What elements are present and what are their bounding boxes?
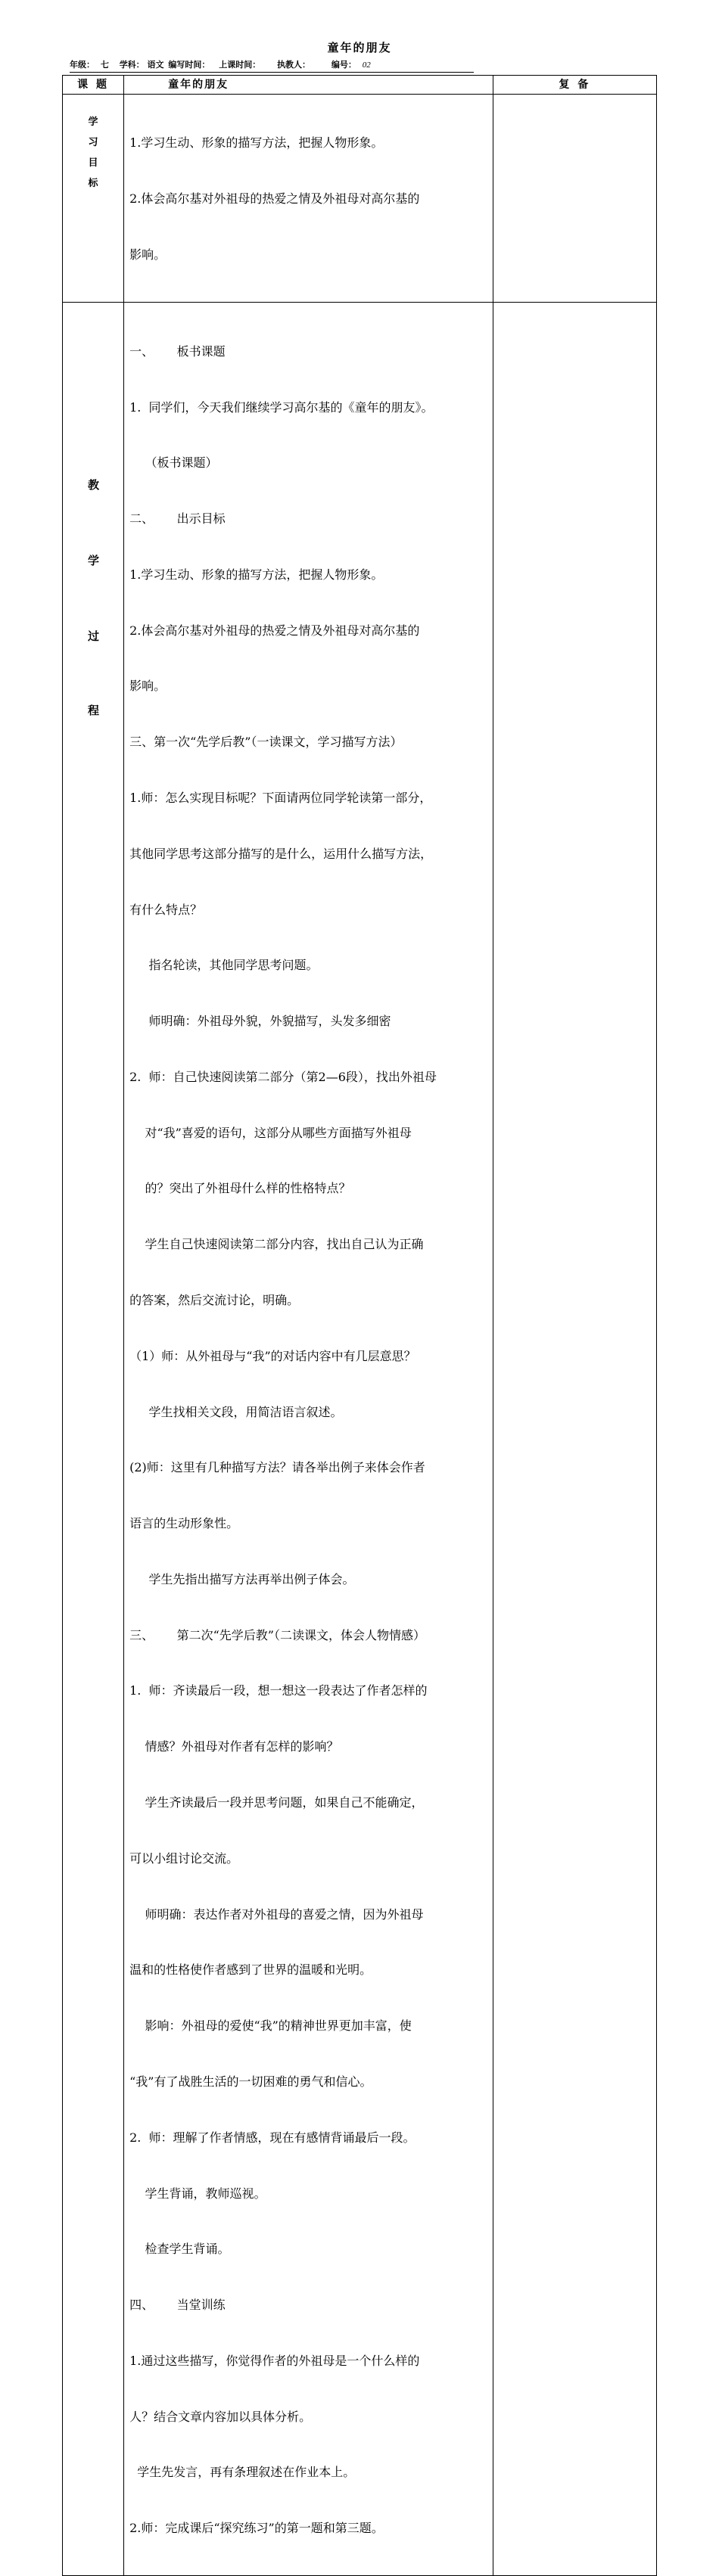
process-line: （板书课题） [129,455,218,471]
table-header-row [63,76,657,95]
goals-line: 1.学习生动、形象的描写方法，把握人物形象。 [129,135,384,151]
goals-line: 影响。 [129,247,167,262]
process-row [63,302,657,2575]
goals-label-cell [63,95,124,303]
goals-content-cell [124,95,493,303]
process-line: 师明确：表达作者对外祖母的喜爱之情，因为外祖母 [129,1906,424,1922]
document-title: 童年的朋友 [327,41,392,54]
process-line: 学生找相关文段，用简洁语言叙述。 [129,1404,343,1419]
review-label-cell: 复 备 [493,76,656,95]
process-line: 影响。 [129,679,167,694]
process-line: 1.师：怎么实现目标呢？下面请两位同学轮读第一部分， [129,790,432,805]
subject-value: 语文 [147,60,164,70]
process-line: 其他同学思考这部分描写的是什么，运用什么描写方法， [129,846,433,861]
process-label-char: 教 [87,477,99,492]
number-value: 02 [362,61,371,70]
class-time-label: 上课时间： [219,60,261,70]
goals-label-char: 习 [88,137,98,148]
grade-label: 年级： [70,60,95,70]
document-meta-line [70,60,474,73]
process-line: 三、 第二次“先学后教”（二读课文，体会人物情感） [129,1627,425,1642]
process-line: 学生背诵，教师巡视。 [129,2186,266,2201]
process-review-cell [493,302,656,2575]
process-line: 1.通过这些描写，你觉得作者的外祖母是一个什么样的 [129,2353,420,2368]
goals-line: 2.体会高尔基对外祖母的热爱之情及外祖母对高尔基的 [129,191,420,206]
write-time-label: 编写时间： [168,60,210,70]
number-label: 编号： [331,60,356,70]
process-line: 2.体会高尔基对外祖母的热爱之情及外祖母对高尔基的 [129,623,420,638]
process-line: 有什么特点？ [129,902,203,917]
process-line: 人？结合文章内容加以具体分析。 [129,2409,312,2424]
goals-review-cell [493,95,656,303]
process-label-cell [63,302,124,2575]
topic-label-cell: 课 题 [63,76,124,95]
topic-value-cell: 童年的朋友 [124,76,493,95]
process-line: 学生先发言，再有条理叙述在作业本上。 [129,2465,356,2480]
goals-label-char: 目 [88,157,98,169]
process-line: “我”有了战胜生活的一切困难的勇气和信心。 [129,2074,372,2089]
process-line: 指名轮读，其他同学思考问题。 [129,958,319,973]
process-line: 学生齐读最后一段并思考问题，如果自己不能确定， [129,1795,424,1810]
process-line: 学生先指出描写方法再举出例子体会。 [129,1571,355,1586]
process-line: 的？突出了外祖母什么样的性格特点？ [129,1181,351,1196]
process-line: 检查学生背诵。 [129,2242,230,2257]
process-line: 2. 师：理解了作者情感，现在有感情背诵最后一段。 [129,2130,416,2145]
process-line: 1.学习生动、形象的描写方法，把握人物形象。 [129,567,384,582]
process-line: （1）师：从外祖母与“我”的对话内容中有几层意思？ [129,1348,416,1363]
process-line: 1. 师：齐读最后一段，想一想这一段表达了作者怎样的 [129,1683,428,1698]
process-line: (2)师：这里有几种描写方法？请各举出例子来体会作者 [129,1460,425,1475]
lesson-plan-table [62,75,657,2576]
process-line: 1. 同学们，今天我们继续学习高尔基的《童年的朋友》。 [129,399,434,415]
process-line: 对“我”喜爱的语句，这部分从哪些方面描写外祖母 [129,1125,412,1140]
process-line: 语言的生动形象性。 [129,1516,239,1531]
process-line: 可以小组讨论交流。 [129,1850,239,1866]
goals-row [63,95,657,303]
subject-label: 学科： [119,60,145,70]
goals-label-char: 标 [88,178,98,189]
teacher-label: 执教人： [277,60,311,70]
goals-label-char: 学 [88,117,98,128]
process-line: 二、 出示目标 [129,511,226,527]
process-line: 学生自己快速阅读第二部分内容，找出自己认为正确 [129,1237,424,1252]
process-line: 四、 当堂训练 [129,2298,226,2313]
process-line: 一、 板书课题 [129,343,226,359]
grade-value: 七 [100,60,109,70]
process-label-char: 学 [87,553,99,567]
process-line: 温和的性格使作者感到了世界的温暖和光明。 [129,1962,372,1978]
process-label-char: 程 [87,703,99,717]
process-line: 影响：外祖母的爱使“我”的精神世界更加丰富，使 [129,2018,412,2034]
process-line: 2. 师：自己快速阅读第二部分（第2—6段），找出外祖母 [129,1069,437,1084]
process-line: 师明确：外祖母外貌，外貌描写，头发多细密 [129,1014,391,1029]
process-line: 三、第一次“先学后教”（一读课文，学习描写方法） [129,735,403,750]
process-line: 2.师：完成课后“探究练习”的第一题和第三题。 [129,2521,384,2536]
process-label-char: 过 [87,629,99,643]
process-line: 的答案，然后交流讨论，明确。 [129,1293,300,1307]
process-line: 情感？外祖母对作者有怎样的影响？ [129,1739,339,1754]
process-content-cell [124,302,493,2575]
